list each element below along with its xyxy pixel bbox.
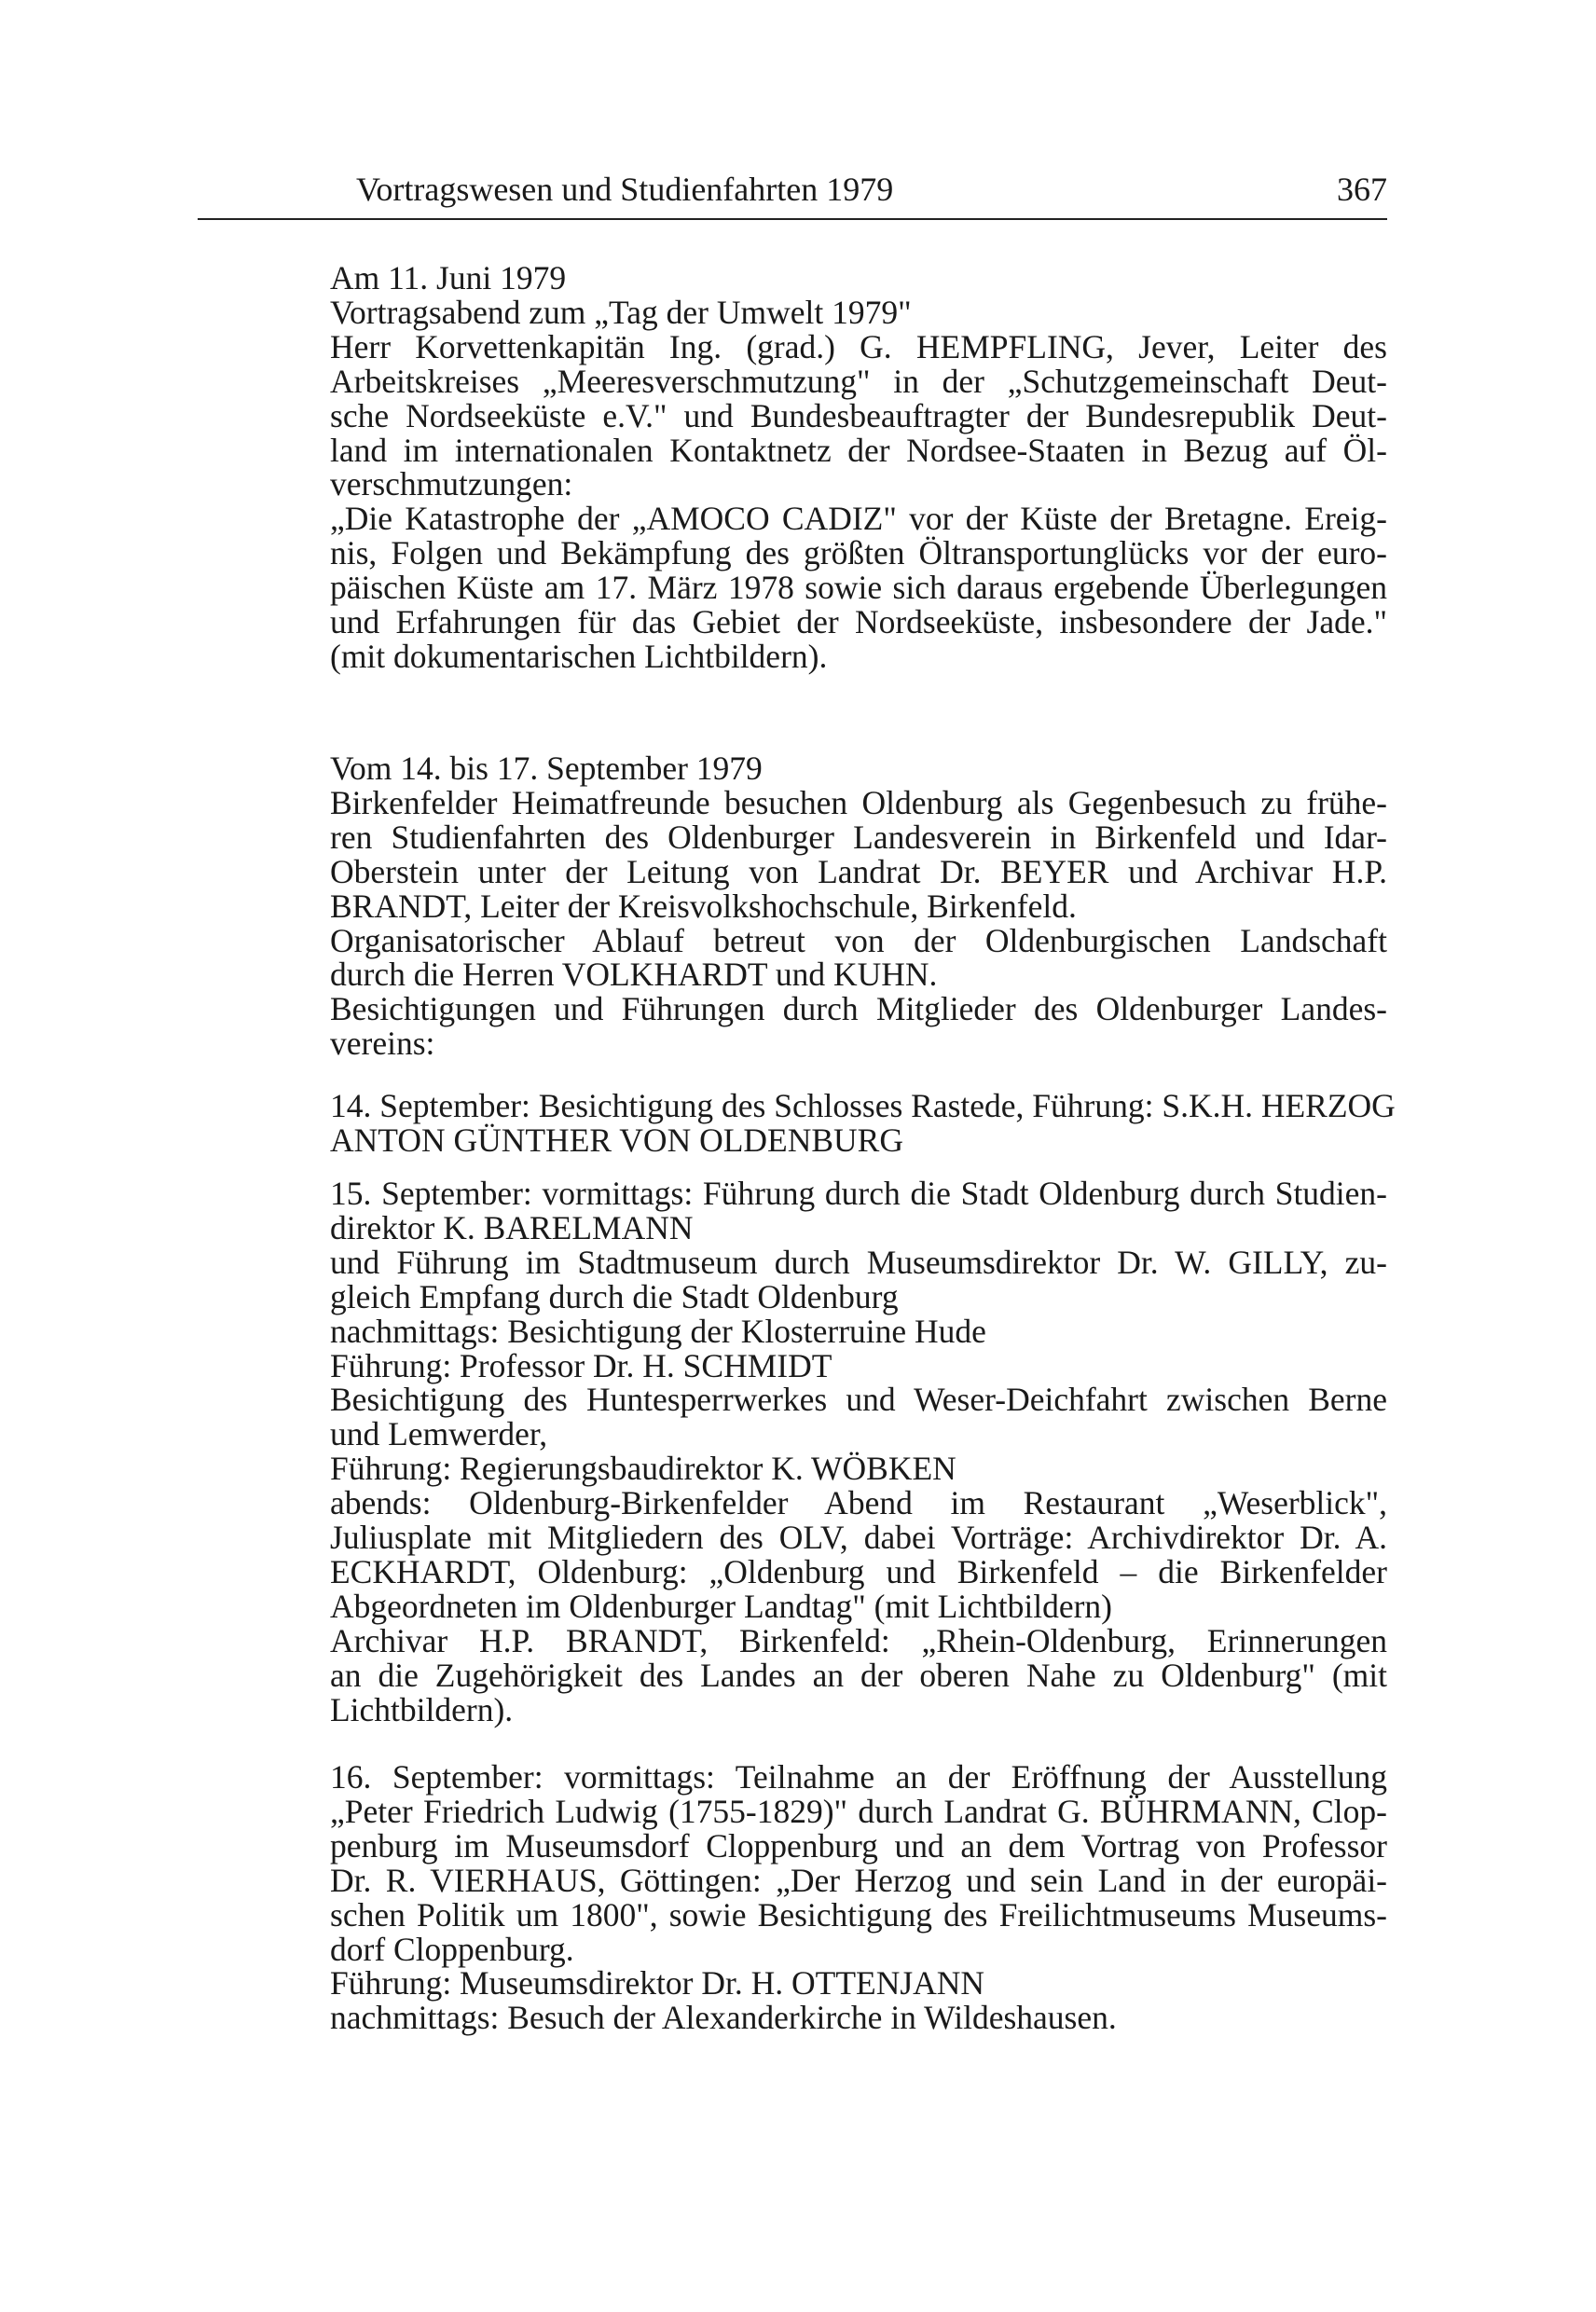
section-15-september	[330, 1177, 1387, 1727]
paragraph-line: durch die Herren VOLKHARDT und KUHN.	[330, 956, 938, 994]
paragraph-line: und Führung im Stadtmuseum durch Museumsdirektor Dr. W. GILLY, zu-	[330, 1243, 1387, 1281]
paragraph-line: land im internationalen Kontaktnetz der Nordsee-Staaten in Bezug auf Öl-	[330, 431, 1387, 469]
paragraph-line: abends: Oldenburg-Birkenfelder Abend im Restaurant „Weserblick",	[330, 1484, 1387, 1522]
section-studienfahrt	[330, 751, 1387, 1061]
paragraph-line: (mit dokumentarischen Lichtbildern).	[330, 637, 828, 675]
paragraph-line: und Erfahrungen für das Gebiet der Nordseeküste, insbesondere der Jade."	[330, 603, 1387, 641]
paragraph-line: Birkenfelder Heimatfreunde besuchen Oldenburg als Gegenbesuch zu frühe-	[330, 783, 1387, 821]
page-number: 367	[1337, 171, 1387, 208]
paragraph-line: Juliusplate mit Mitgliedern des OLV, dabei Vorträge: Archivdirektor Dr. A.	[330, 1519, 1387, 1557]
paragraph-line: ECKHARDT, Oldenburg: „Oldenburg und Birkenfeld – die Birkenfelder	[330, 1552, 1387, 1590]
paragraph-line: an die Zugehörigkeit des Landes an der oberen Nahe zu Oldenburg" (mit	[330, 1656, 1387, 1694]
running-title: Vortragswesen und Studienfahrten 1979	[356, 171, 894, 208]
section-14-september	[330, 1087, 1396, 1159]
paragraph-line: Oberstein unter der Leitung von Landrat Dr. BEYER und Archivar H.P.	[330, 852, 1387, 890]
paragraph-line: „Die Katastrophe der „AMOCO CADIZ" vor der Küste der Bretagne. Ereig-	[330, 500, 1387, 538]
paragraph-line: und Lemwerder,	[330, 1415, 548, 1453]
paragraph-line: gleich Empfang durch die Stadt Oldenburg	[330, 1277, 899, 1315]
paragraph-line: vereins:	[330, 1025, 435, 1063]
paragraph-line: Arbeitskreises „Meeresverschmutzung" in der „Schutzgemeinschaft Deut-	[330, 362, 1387, 400]
paragraph-line: nachmittags: Besichtigung der Klosterruine Hude	[330, 1312, 986, 1350]
paragraph-line: Herr Korvettenkapitän Ing. (grad.) G. HEMPFLING, Jever, Leiter des	[330, 327, 1387, 365]
paragraph-line: ANTON GÜNTHER VON OLDENBURG	[330, 1121, 903, 1159]
page-header	[198, 164, 1387, 220]
paragraph-line: Archivar H.P. BRANDT, Birkenfeld: „Rhein-Oldenburg, Erinnerungen	[330, 1621, 1387, 1659]
paragraph-line: nachmittags: Besuch der Alexanderkirche in Wildeshausen.	[330, 1999, 1117, 2037]
paragraph-line: penburg im Museumsdorf Cloppenburg und an dem Vortrag von Professor	[330, 1826, 1387, 1865]
paragraph-line: Führung: Museumsdirektor Dr. H. OTTENJANN	[330, 1964, 985, 2002]
paragraph-line: „Peter Friedrich Ludwig (1755-1829)" durch Landrat G. BÜHRMANN, Clop-	[330, 1792, 1387, 1830]
paragraph-line: schen Politik um 1800", sowie Besichtigung des Freilichtmuseums Museums-	[330, 1895, 1387, 1934]
section-16-september	[330, 1760, 1387, 2035]
paragraph-line: direktor K. BARELMANN	[330, 1208, 694, 1246]
paragraph-line: Lichtbildern).	[330, 1690, 514, 1728]
paragraph-line: BRANDT, Leiter der Kreisvolkshochschule, Birkenfeld.	[330, 887, 1077, 925]
paragraph-line: dorf Cloppenburg.	[330, 1930, 574, 1968]
section-date: Am 11. Juni 1979	[330, 259, 567, 296]
paragraph-line: 16. September: vormittags: Teilnahme an der Eröffnung der Ausstellung	[330, 1758, 1387, 1796]
paragraph-line: 15. September: vormittags: Führung durch die Stadt Oldenburg durch Studien-	[330, 1175, 1387, 1212]
paragraph-line: ren Studienfahrten des Oldenburger Landesverein in Birkenfeld und Idar-	[330, 818, 1387, 856]
paragraph-line: Besichtigung des Huntesperrwerkes und Weser-Deichfahrt zwischen Berne	[330, 1381, 1387, 1419]
paragraph-line: Führung: Regierungsbaudirektor K. WÖBKEN	[330, 1450, 956, 1488]
paragraph-line: sche Nordseeküste e.V." und Bundesbeauftragter der Bundesrepublik Deut-	[330, 396, 1387, 434]
paragraph-line: päischen Küste am 17. März 1978 sowie sich daraus ergebende Überlegungen	[330, 569, 1387, 607]
section-tag-der-umwelt	[330, 261, 1387, 674]
paragraph-line: Vortragsabend zum „Tag der Umwelt 1979"	[330, 293, 912, 331]
section-date: Vom 14. bis 17. September 1979	[330, 750, 763, 787]
paragraph-line: Dr. R. VIERHAUS, Göttingen: „Der Herzog und sein Land in der europäi-	[330, 1861, 1387, 1899]
paragraph-line: verschmutzungen:	[330, 465, 573, 503]
paragraph-line: nis, Folgen und Bekämpfung des größten Öltransportunglücks vor der euro-	[330, 534, 1387, 572]
paragraph-line: 14. September: Besichtigung des Schlosses Rastede, Führung: S.K.H. HERZOG	[330, 1087, 1396, 1124]
paragraph-line: Organisatorischer Ablauf betreut von der Oldenburgischen Landschaft	[330, 921, 1387, 959]
paragraph-line: Abgeordneten im Oldenburger Landtag" (mit Lichtbildern)	[330, 1587, 1112, 1625]
paragraph-line: Führung: Professor Dr. H. SCHMIDT	[330, 1346, 832, 1384]
paragraph-line: Besichtigungen und Führungen durch Mitglieder des Oldenburger Landes-	[330, 990, 1387, 1028]
